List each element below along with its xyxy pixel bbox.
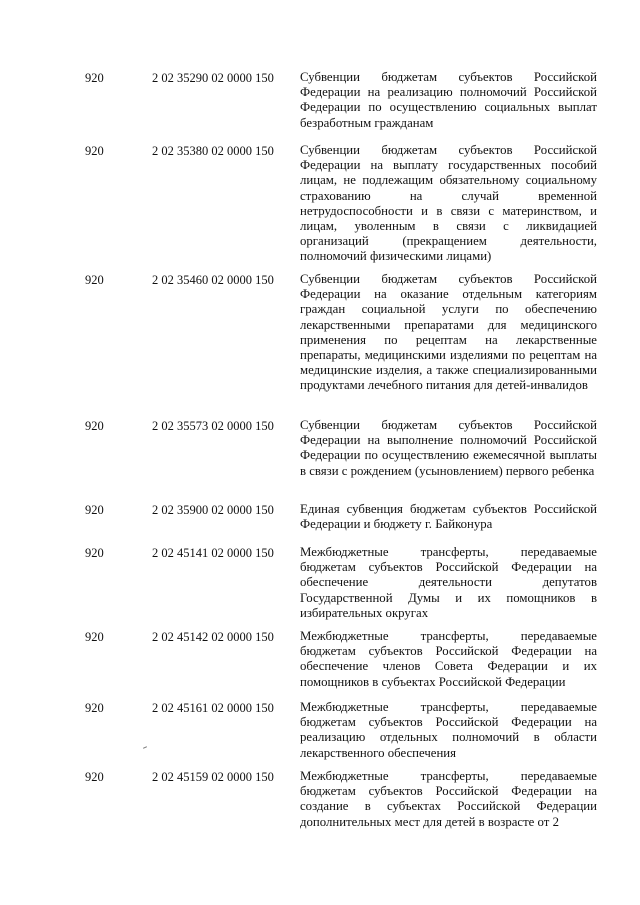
budget-classification-code: 2 02 35573 02 0000 150	[152, 419, 274, 433]
revenue-description: Межбюджетные трансферты, передаваемые бюджетам субъектов Российской Федерации на обеспечение членов Совета Федерации и их помощников в субъектах Российской Федерации	[300, 629, 597, 689]
admin-code: 920	[85, 71, 104, 85]
revenue-description: Субвенции бюджетам субъектов Российской Федерации на выплату государственных пособий лицам, не подлежащим обязательному социальному страхованию на случай временной нетрудоспособности и в связи с материнством, и лицам, уволенным в связи с ликвидацией организаций (прекращением деятельности, полномочий физическими лицами)	[300, 143, 597, 264]
admin-code: 920	[85, 144, 104, 158]
budget-classification-code: 2 02 45159 02 0000 150	[152, 770, 274, 784]
budget-classification-code: 2 02 35460 02 0000 150	[152, 273, 274, 287]
admin-code: 920	[85, 273, 104, 287]
budget-classification-code: 2 02 45141 02 0000 150	[152, 546, 274, 560]
admin-code: 920	[85, 546, 104, 560]
budget-classification-code: 2 02 35900 02 0000 150	[152, 503, 274, 517]
admin-code: 920	[85, 630, 104, 644]
revenue-description: Межбюджетные трансферты, передаваемые бюджетам субъектов Российской Федерации на реализацию отдельных полномочий в области лекарственного обеспечения	[300, 700, 597, 760]
admin-code: 920	[85, 701, 104, 715]
scan-speck	[143, 746, 147, 749]
revenue-description: Единая субвенция бюджетам субъектов Российской Федерации и бюджету г. Байконура	[300, 502, 597, 532]
revenue-description: Межбюджетные трансферты, передаваемые бюджетам субъектов Российской Федерации на создание в субъектах Российской Федерации дополнительных мест для детей в возрасте от 2	[300, 769, 597, 829]
budget-classification-code: 2 02 45142 02 0000 150	[152, 630, 274, 644]
admin-code: 920	[85, 770, 104, 784]
revenue-description: Межбюджетные трансферты, передаваемые бюджетам субъектов Российской Федерации на обеспечение деятельности депутатов Государственной Думы и их помощников в избирательных округах	[300, 545, 597, 620]
admin-code: 920	[85, 419, 104, 433]
budget-classification-code: 2 02 35290 02 0000 150	[152, 71, 274, 85]
budget-classification-code: 2 02 35380 02 0000 150	[152, 144, 274, 158]
revenue-description: Субвенции бюджетам субъектов Российской Федерации на реализацию полномочий Российской Федерации по осуществлению социальных выплат безработным гражданам	[300, 70, 597, 130]
admin-code: 920	[85, 503, 104, 517]
revenue-description: Субвенции бюджетам субъектов Российской Федерации на оказание отдельным категориям граждан социальной услуги по обеспечению лекарственными препаратами для медицинского применения по рецептам на лекарственные препараты, медицинскими изделиями по рецептам на медицинские изделия, а также специализированными продуктами лечебного питания для детей-инвалидов	[300, 272, 597, 393]
revenue-description: Субвенции бюджетам субъектов Российской Федерации на выполнение полномочий Российской Федерации по осуществлению ежемесячной выплаты в связи с рождением (усыновлением) первого ребенка	[300, 418, 597, 478]
budget-classification-code: 2 02 45161 02 0000 150	[152, 701, 274, 715]
